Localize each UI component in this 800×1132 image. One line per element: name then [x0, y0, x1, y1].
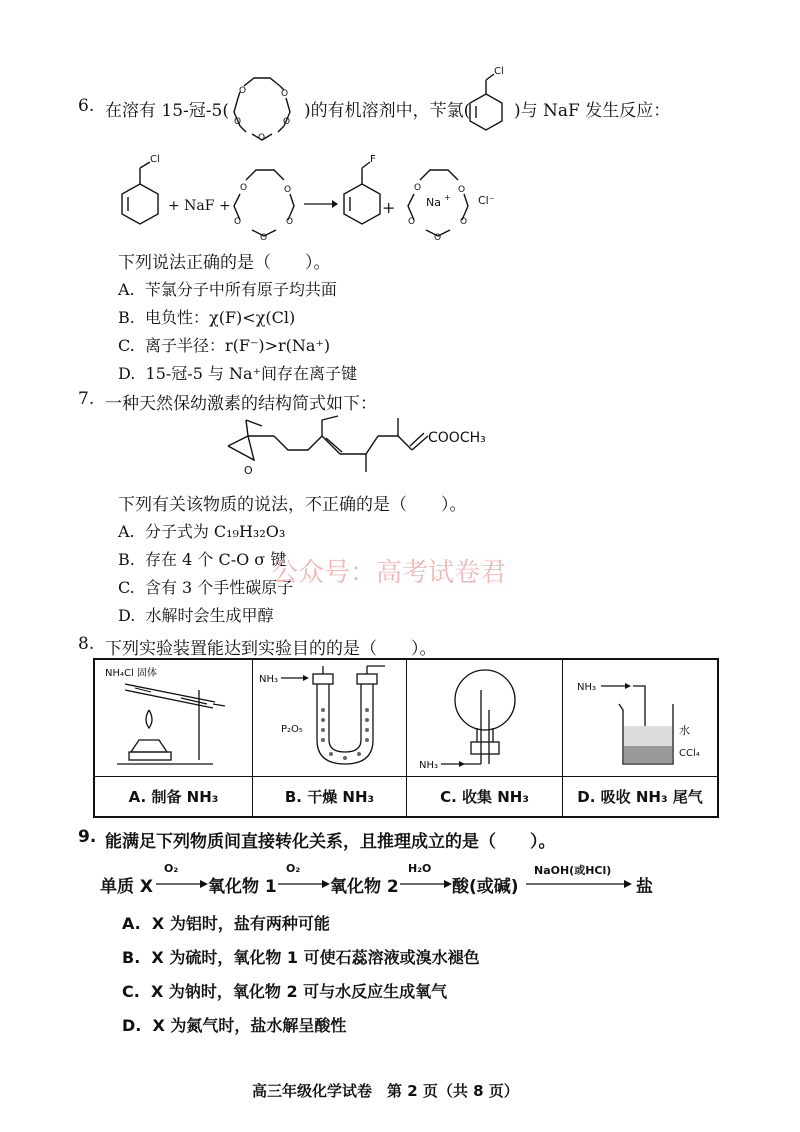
svg-text:NH₃: NH₃: [419, 760, 439, 771]
chain-s2: 氧化物 1: [208, 877, 277, 897]
q6-number: 6.: [78, 96, 95, 116]
q9-option-a: A. X 为铝时，盐有两种可能: [122, 914, 330, 933]
q9-number: 9.: [78, 827, 97, 847]
svg-text:O: O: [234, 217, 242, 227]
benzyl-chloride-small: [458, 60, 514, 144]
q7-option-b: B. 存在 4 个 C-O σ 键: [118, 550, 287, 569]
svg-text:O: O: [260, 233, 268, 243]
eq-naf: + NaF +: [168, 198, 231, 214]
reaction-arrow: [302, 196, 338, 212]
svg-text:NH₃: NH₃: [259, 674, 279, 685]
apparatus-a: [95, 660, 253, 776]
svg-text:CCl₄: CCl₄: [679, 748, 700, 759]
svg-text:O: O: [284, 185, 292, 195]
cooch3-group: COOCH₃: [428, 430, 486, 446]
crown-ether-reactant: [220, 160, 310, 244]
benzyl-fluoride-product: [334, 146, 394, 232]
q6-stem-part2: )的有机溶剂中，苄氯(: [304, 101, 471, 121]
q8-stem: 下列实验装置能达到实验目的的是（ ）。: [105, 639, 437, 659]
eq-plus: +: [382, 198, 396, 217]
q7-number: 7.: [78, 389, 95, 409]
svg-text:O: O: [408, 217, 416, 227]
chain-arrow-4: [526, 878, 632, 890]
svg-text:P₂O₅: P₂O₅: [281, 724, 303, 735]
q7-question: 下列有关该物质的说法，不正确的是（ ）。: [118, 495, 467, 515]
apparatus-c: [407, 660, 563, 776]
chain-s3: 氧化物 2: [330, 877, 399, 897]
q6-stem-part3: )与 NaF 发生反应：: [514, 101, 671, 121]
caption-row: [95, 776, 717, 817]
q6-stem-part1: 在溶有 15-冠-5(: [105, 101, 229, 121]
apparatus-d: [563, 660, 717, 776]
svg-text:O: O: [460, 217, 468, 227]
caption-a: A. 制备 NH₃: [95, 777, 253, 817]
svg-text:O: O: [258, 133, 266, 143]
cl-label: Cl: [494, 66, 504, 77]
crown-na-complex-product: [394, 160, 534, 244]
chain-arrow-3: [400, 878, 452, 890]
q7-option-d: D. 水解时会生成甲醇: [118, 606, 274, 625]
svg-text:O: O: [283, 117, 291, 127]
svg-text:O: O: [281, 89, 289, 99]
q9-option-c: C. X 为钠时，氧化物 2 可与水反应生成氧气: [122, 982, 448, 1001]
chloride-label: Cl⁻: [478, 194, 495, 207]
svg-text:NH₄Cl 固体: NH₄Cl 固体: [105, 668, 157, 679]
na-ion-label: Na: [426, 196, 441, 209]
chain-r3: H₂O: [408, 862, 432, 875]
q7-option-a: A. 分子式为 C₁₉H₃₂O₃: [118, 522, 286, 541]
q7-option-c: C. 含有 3 个手性碳原子: [118, 578, 294, 597]
svg-text:水: 水: [679, 724, 690, 737]
juvenile-hormone-structure: [218, 414, 518, 484]
svg-text:Cl: Cl: [150, 154, 160, 165]
chain-s5: 盐: [636, 877, 653, 897]
q6-option-b: B. 电负性：χ(F)<χ(Cl): [118, 308, 296, 327]
crown-ether-15-5-small: [218, 68, 306, 148]
svg-text:O: O: [234, 117, 242, 127]
q6-option-a: A. 苄氯分子中所有原子均共面: [118, 280, 337, 299]
svg-text:O: O: [286, 217, 294, 227]
benzyl-chloride-reactant: [112, 146, 172, 232]
svg-text:+: +: [444, 193, 451, 202]
q6-option-d: D. 15-冠-5 与 Na⁺间存在离子键: [118, 364, 358, 383]
svg-text:O: O: [244, 464, 253, 477]
q9-option-d: D. X 为氮气时，盐水解呈酸性: [122, 1016, 347, 1035]
chain-arrow-1: [156, 878, 208, 890]
chain-r4: NaOH(或HCl): [534, 864, 612, 877]
q7-stem: 一种天然保幼激素的结构简式如下：: [105, 394, 377, 414]
svg-text:O: O: [434, 233, 442, 243]
q6-question: 下列说法正确的是（ ）。: [118, 253, 331, 273]
watermark: 公众号：高考试卷君: [272, 558, 507, 588]
chain-s4: 酸(或碱): [452, 877, 519, 897]
apparatus-table: [93, 658, 719, 818]
svg-text:NH₃: NH₃: [577, 682, 597, 693]
chain-arrow-2: [278, 878, 330, 890]
caption-b: B. 干燥 NH₃: [253, 777, 407, 817]
q8-number: 8.: [78, 634, 95, 654]
page-footer: 高三年级化学试卷 第 2 页（共 8 页）: [252, 1082, 519, 1100]
svg-text:O: O: [414, 183, 422, 193]
q9-stem: 能满足下列物质间直接转化关系，且推理成立的是（ ）。: [105, 832, 556, 852]
svg-text:O: O: [240, 183, 248, 193]
caption-c: C. 收集 NH₃: [407, 777, 563, 817]
svg-text:O: O: [239, 86, 247, 96]
chain-r2: O₂: [286, 862, 301, 875]
svg-text:O: O: [458, 185, 466, 195]
q9-option-b: B. X 为硫时，氧化物 1 可使石蕊溶液或溴水褪色: [122, 948, 480, 967]
apparatus-b: [253, 660, 407, 776]
svg-text:F: F: [370, 154, 376, 165]
chain-r1: O₂: [164, 862, 179, 875]
caption-d: D. 吸收 NH₃ 尾气: [577, 788, 703, 806]
q6-option-c: C. 离子半径：r(F⁻)>r(Na⁺): [118, 336, 331, 355]
chain-s1: 单质 X: [100, 877, 154, 897]
